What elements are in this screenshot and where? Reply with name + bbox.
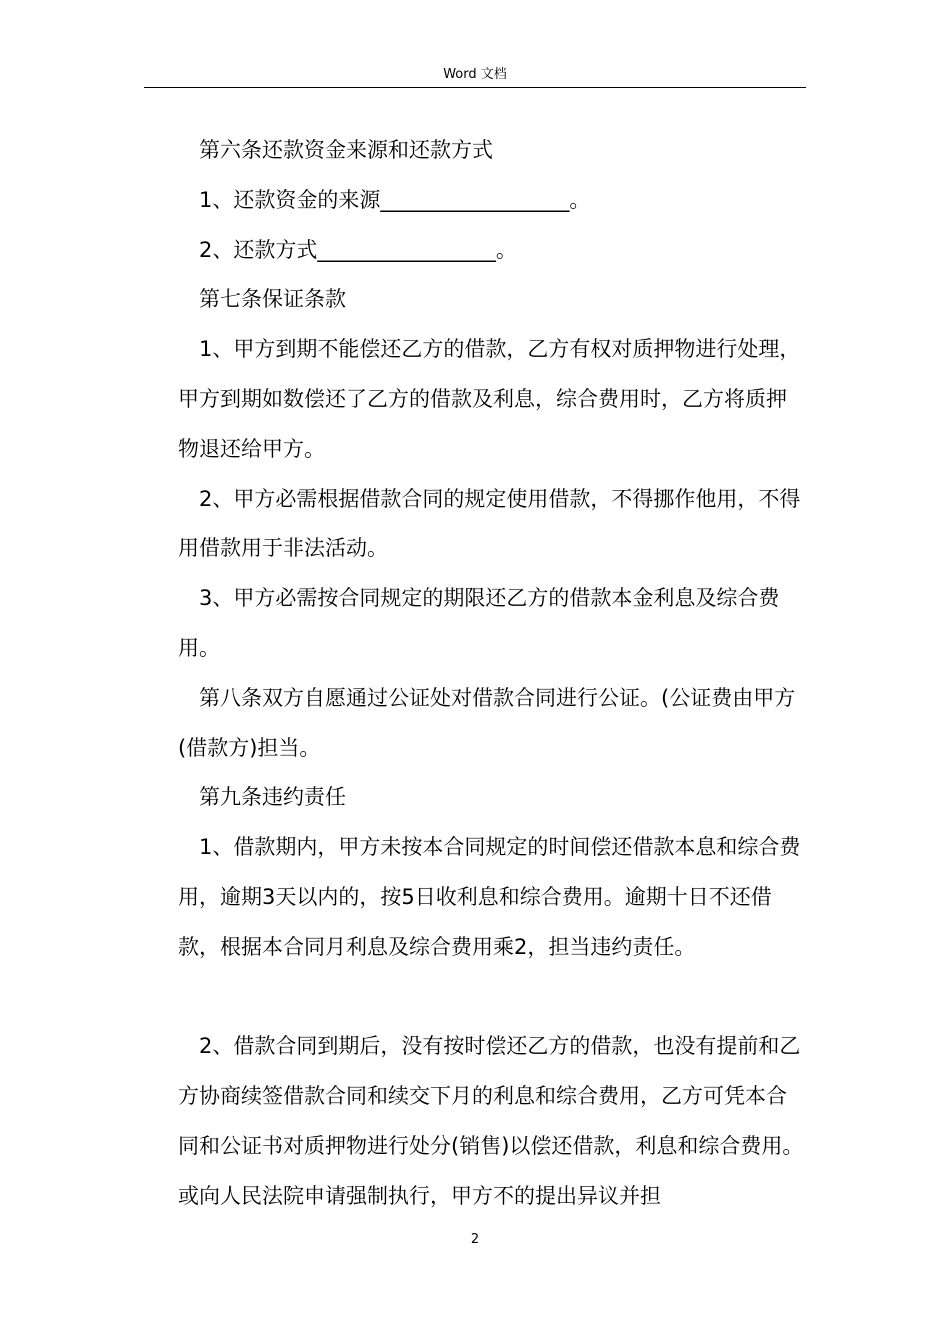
page-number: 2	[470, 1232, 480, 1247]
page-header	[0, 66, 950, 84]
paragraph-repayment-method: 2、还款方式_________________。	[199, 237, 517, 262]
paragraph-article-7-title: 第七条保证条款	[199, 287, 346, 312]
paragraph-article-9-title: 第九条违约责任	[199, 785, 346, 810]
paragraph-breach-clause-2: 2、借款合同到期后，没有按时偿还乙方的借款，也没有提前和乙方协商续签借款合同和续交下月的利息和综合费用，乙方可凭本合同和公证书对质押物进行处分(销售)以偿还借款，利息和综合费用。或向人民法院申请强制执行，甲方不的提出异议并担	[178, 1034, 804, 1208]
paragraph-guarantee-clause-3: 3、甲方必需按合同规定的期限还乙方的借款本金利息及综合费用。	[178, 586, 780, 660]
paragraph-breach-clause-1: 1、借款期内，甲方未按本合同规定的时间偿还借款本息和综合费用，逾期3天以内的，按5日收利息和综合费用。逾期十日不还借款，根据本合同月利息及综合费用乘2，担当违约责任。	[178, 835, 801, 959]
header-divider	[144, 87, 806, 88]
paragraph-article-8: 第八条双方自愿通过公证处对借款合同进行公证。(公证费由甲方(借款方)担当。	[178, 685, 796, 760]
document-body	[178, 126, 806, 1222]
paragraph-repayment-source: 1、还款资金的来源__________________。	[199, 187, 591, 212]
paragraph-guarantee-clause-1: 1、甲方到期不能偿还乙方的借款，乙方有权对质押物进行处理，甲方到期如数偿还了乙方的借款及利息，综合费用时，乙方将质押物退还给甲方。	[178, 337, 801, 461]
paragraph-guarantee-clause-2: 2、甲方必需根据借款合同的规定使用借款，不得挪作他用，不得用借款用于非法活动。	[178, 486, 801, 561]
header-title: Word 文档	[443, 67, 507, 82]
paragraph-article-6-title: 第六条还款资金来源和还款方式	[199, 138, 493, 162]
